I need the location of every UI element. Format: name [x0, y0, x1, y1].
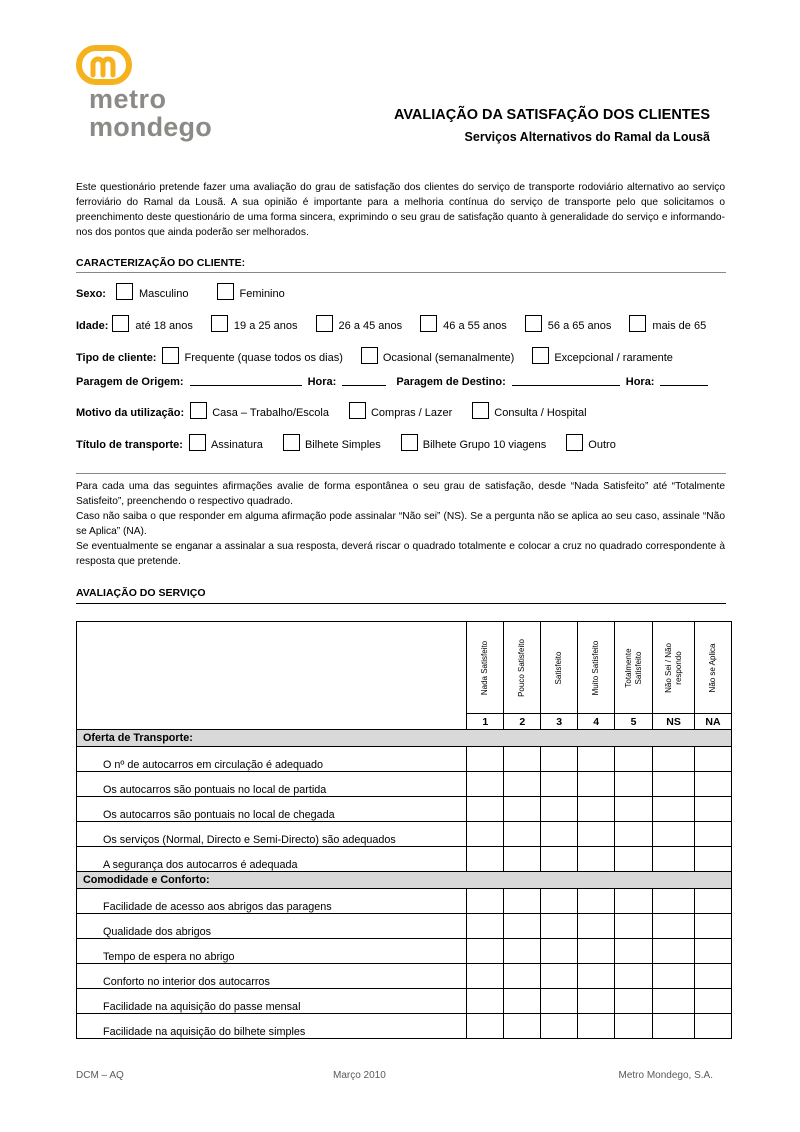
- answer-cell[interactable]: [578, 797, 615, 822]
- sexo-feminino-checkbox[interactable]: [217, 283, 234, 300]
- question-text: Qualidade dos abrigos: [77, 914, 467, 939]
- sexo-row: [76, 283, 291, 300]
- logo-word-mondego: mondego: [89, 112, 212, 142]
- answer-cell[interactable]: [504, 822, 541, 847]
- table-row: [77, 822, 732, 847]
- answer-cell[interactable]: [653, 889, 695, 914]
- idade-checkbox[interactable]: [629, 315, 646, 332]
- column-code: 1: [467, 714, 504, 730]
- table-section-row: [77, 730, 732, 747]
- answer-cell[interactable]: [541, 747, 578, 772]
- idade-checkbox[interactable]: [316, 315, 333, 332]
- paragem-row: [76, 376, 714, 388]
- answer-cell[interactable]: [615, 797, 653, 822]
- answer-cell[interactable]: [467, 964, 504, 989]
- answer-cell[interactable]: [653, 964, 695, 989]
- hora-destino-field[interactable]: [660, 385, 708, 386]
- idade-option: 19 a 25 anos: [233, 320, 298, 332]
- tipo-cliente-checkbox[interactable]: [162, 347, 179, 364]
- question-text: Os autocarros são pontuais no local de chegada: [77, 797, 467, 822]
- column-header-label: Totalmente Satisfeito: [623, 647, 643, 688]
- tipo-cliente-checkbox[interactable]: [361, 347, 378, 364]
- answer-cell[interactable]: [467, 847, 504, 872]
- section-divider: [76, 473, 726, 474]
- column-header: [653, 622, 695, 714]
- answer-cell[interactable]: [541, 847, 578, 872]
- answer-cell[interactable]: [578, 847, 615, 872]
- titulo-transporte-checkbox[interactable]: [189, 434, 206, 451]
- answer-cell[interactable]: [504, 797, 541, 822]
- column-header: [695, 622, 732, 714]
- answer-cell[interactable]: [504, 914, 541, 939]
- column-header: [504, 622, 541, 714]
- question-text: A segurança dos autocarros é adequada: [77, 847, 467, 872]
- answer-cell[interactable]: [467, 939, 504, 964]
- paragem-destino-label: Paragem de Destino:: [396, 376, 506, 388]
- answer-cell[interactable]: [695, 797, 732, 822]
- intro-paragraph: Este questionário pretende fazer uma avaliação do grau de satisfação dos clientes do serviço de transporte rodoviário alternativo ao serviço ferroviário do Ramal da Lousã. A sua opinião é importante para a melhoria contínua do serviço de transporte pelo que solicitamos o preenchimento deste questionário de uma forma sincera, exprimindo o seu grau de satisfação quanto à generalidade do serviço e informando-nos dos pontos que ainda poderão ser melhorados.: [76, 182, 725, 238]
- titulo-transporte-checkbox[interactable]: [401, 434, 418, 451]
- table-section-title: Comodidade e Conforto:: [77, 872, 732, 889]
- answer-cell[interactable]: [504, 772, 541, 797]
- motivo-checkbox[interactable]: [472, 402, 489, 419]
- idade-checkbox[interactable]: [211, 315, 228, 332]
- instruction-paragraph: Para cada uma das seguintes afirmações avalie de forma espontânea o seu grau de satisfação, desde “Nada Satisfeito” até “Totalmente Satisfeito”, preenchendo o respectivo quadrado.: [76, 481, 725, 507]
- answer-cell[interactable]: [653, 989, 695, 1014]
- answer-cell[interactable]: [615, 989, 653, 1014]
- tipo-cliente-label: Tipo de cliente:: [76, 352, 157, 364]
- answer-cell[interactable]: [541, 1014, 578, 1039]
- answer-cell[interactable]: [615, 822, 653, 847]
- table-row: [77, 847, 732, 872]
- table-row: [77, 747, 732, 772]
- paragem-origem-field[interactable]: [190, 385, 302, 386]
- answer-cell[interactable]: [695, 914, 732, 939]
- answer-cell[interactable]: [695, 989, 732, 1014]
- instruction-paragraph: Caso não saiba o que responder em alguma afirmação pode assinalar “Não sei” (NS). Se a pergunta não se aplica ao seu caso, assinale “Não se Aplica” (NA).: [76, 511, 725, 537]
- tipo-cliente-option: Frequente (quase todos os dias): [184, 352, 343, 364]
- answer-cell[interactable]: [653, 939, 695, 964]
- idade-option: até 18 anos: [135, 320, 193, 332]
- table-row: [77, 797, 732, 822]
- evaluation-table: [76, 621, 732, 1039]
- answer-cell[interactable]: [615, 964, 653, 989]
- idade-checkbox[interactable]: [112, 315, 129, 332]
- column-code: 5: [615, 714, 653, 730]
- column-header-label: Não se Aplica: [708, 643, 717, 692]
- answer-cell[interactable]: [695, 1014, 732, 1039]
- column-header: [578, 622, 615, 714]
- answer-cell[interactable]: [504, 847, 541, 872]
- answer-cell[interactable]: [578, 1014, 615, 1039]
- footer-right: Metro Mondego, S.A.: [618, 1070, 713, 1081]
- answer-cell[interactable]: [615, 1014, 653, 1039]
- answer-cell[interactable]: [653, 797, 695, 822]
- answer-cell[interactable]: [541, 989, 578, 1014]
- answer-cell[interactable]: [653, 1014, 695, 1039]
- column-header-label: Pouco Satisfeito: [517, 638, 527, 697]
- answer-cell[interactable]: [653, 772, 695, 797]
- tipo-cliente-option: Ocasional (semanalmente): [382, 352, 515, 364]
- answer-cell[interactable]: [504, 1014, 541, 1039]
- question-text: Os autocarros são pontuais no local de partida: [77, 772, 467, 797]
- answer-cell[interactable]: [578, 772, 615, 797]
- sexo-masculino-checkbox[interactable]: [116, 283, 133, 300]
- page-subtitle: Serviços Alternativos do Ramal da Lousã: [464, 130, 710, 144]
- titulo-transporte-row: [76, 434, 622, 451]
- paragem-origem-label: Paragem de Origem:: [76, 376, 184, 388]
- answer-cell[interactable]: [504, 889, 541, 914]
- answer-cell[interactable]: [578, 889, 615, 914]
- idade-option: 26 a 45 anos: [338, 320, 403, 332]
- answer-cell[interactable]: [541, 889, 578, 914]
- table-row: [77, 964, 732, 989]
- footer-center: Março 2010: [333, 1070, 386, 1081]
- answer-cell[interactable]: [578, 939, 615, 964]
- column-code: 2: [504, 714, 541, 730]
- motivo-option: Consulta / Hospital: [494, 407, 587, 419]
- table-row: [77, 914, 732, 939]
- answer-cell[interactable]: [615, 939, 653, 964]
- answer-cell[interactable]: [504, 964, 541, 989]
- column-header: [467, 622, 504, 714]
- answer-cell[interactable]: [695, 747, 732, 772]
- sexo-option: Feminino: [239, 288, 285, 300]
- answer-cell[interactable]: [467, 889, 504, 914]
- answer-cell[interactable]: [695, 772, 732, 797]
- answer-cell[interactable]: [578, 747, 615, 772]
- answer-cell[interactable]: [578, 989, 615, 1014]
- answer-cell[interactable]: [467, 989, 504, 1014]
- question-text: Conforto no interior dos autocarros: [77, 964, 467, 989]
- answer-cell[interactable]: [504, 747, 541, 772]
- answer-cell[interactable]: [541, 797, 578, 822]
- column-header-label: Satisfeito: [554, 651, 564, 684]
- tipo-cliente-row: [76, 347, 679, 364]
- column-header: [541, 622, 578, 714]
- idade-option: 46 a 55 anos: [443, 320, 507, 332]
- logo-icon: [76, 45, 132, 85]
- client-section-heading: CARACTERIZAÇÃO DO CLIENTE:: [76, 257, 246, 269]
- answer-cell[interactable]: [467, 797, 504, 822]
- logo-word-metro: metro: [89, 84, 167, 114]
- column-header-label: Não Sei / Não respondo: [663, 642, 683, 693]
- idade-option: 56 a 65 anos: [547, 320, 612, 332]
- answer-cell[interactable]: [541, 914, 578, 939]
- titulo-transporte-checkbox[interactable]: [283, 434, 300, 451]
- column-header-label: Nada Satisfeito: [480, 640, 490, 695]
- column-header-label: Muito Satisfeito: [591, 640, 601, 695]
- hora-destino-label: Hora:: [625, 376, 655, 388]
- answer-cell[interactable]: [695, 822, 732, 847]
- titulo-transporte-option: Bilhete Simples: [304, 439, 381, 451]
- tipo-cliente-checkbox[interactable]: [532, 347, 549, 364]
- answer-cell[interactable]: [578, 964, 615, 989]
- footer-left: DCM – AQ: [76, 1070, 124, 1081]
- idade-option: mais de 65: [652, 320, 707, 332]
- answer-cell[interactable]: [615, 847, 653, 872]
- answer-cell[interactable]: [578, 914, 615, 939]
- answer-cell[interactable]: [695, 847, 732, 872]
- idade-label: Idade:: [76, 320, 109, 332]
- hora-origem-field[interactable]: [342, 385, 386, 386]
- table-row: [77, 772, 732, 797]
- answer-cell[interactable]: [467, 772, 504, 797]
- paragem-destino-field[interactable]: [512, 385, 620, 386]
- answer-cell[interactable]: [504, 939, 541, 964]
- column-code: 4: [578, 714, 615, 730]
- table-corner: [77, 622, 467, 730]
- answer-cell[interactable]: [467, 914, 504, 939]
- column-code: 3: [541, 714, 578, 730]
- idade-row: [76, 315, 712, 332]
- instructions: [76, 479, 725, 569]
- table-section-row: [77, 872, 732, 889]
- section-divider: [76, 603, 726, 604]
- titulo-transporte-checkbox[interactable]: [566, 434, 583, 451]
- idade-checkbox[interactable]: [525, 315, 542, 332]
- answer-cell[interactable]: [467, 822, 504, 847]
- column-code: NS: [653, 714, 695, 730]
- motivo-option: Compras / Lazer: [370, 407, 453, 419]
- titulo-transporte-option: Bilhete Grupo 10 viagens: [422, 439, 547, 451]
- table-row: [77, 989, 732, 1014]
- question-text: Facilidade de acesso aos abrigos das paragens: [77, 889, 467, 914]
- answer-cell[interactable]: [653, 747, 695, 772]
- question-text: Os serviços (Normal, Directo e Semi-Directo) são adequados: [77, 822, 467, 847]
- sexo-option: Masculino: [138, 288, 189, 300]
- sexo-label: Sexo:: [76, 288, 106, 300]
- answer-cell[interactable]: [615, 747, 653, 772]
- question-text: Tempo de espera no abrigo: [77, 939, 467, 964]
- answer-cell[interactable]: [653, 822, 695, 847]
- answer-cell[interactable]: [541, 772, 578, 797]
- motivo-checkbox[interactable]: [190, 402, 207, 419]
- titulo-transporte-label: Título de transporte:: [76, 439, 183, 451]
- motivo-checkbox[interactable]: [349, 402, 366, 419]
- question-text: Facilidade na aquisição do passe mensal: [77, 989, 467, 1014]
- answer-cell[interactable]: [467, 747, 504, 772]
- answer-cell[interactable]: [653, 847, 695, 872]
- answer-cell[interactable]: [653, 914, 695, 939]
- page-title: AVALIAÇÃO DA SATISFAÇÃO DOS CLIENTES: [393, 107, 710, 123]
- answer-cell[interactable]: [541, 939, 578, 964]
- answer-cell[interactable]: [541, 822, 578, 847]
- hora-origem-label: Hora:: [307, 376, 337, 388]
- column-header: [615, 622, 653, 714]
- answer-cell[interactable]: [541, 964, 578, 989]
- motivo-option: Casa – Trabalho/Escola: [212, 407, 329, 419]
- question-text: O nº de autocarros em circulação é adequado: [77, 747, 467, 772]
- column-code: NA: [695, 714, 732, 730]
- answer-cell[interactable]: [615, 914, 653, 939]
- table-row: [77, 939, 732, 964]
- answer-cell[interactable]: [615, 889, 653, 914]
- answer-cell[interactable]: [467, 1014, 504, 1039]
- answer-cell[interactable]: [615, 772, 653, 797]
- motivo-row: [76, 402, 593, 419]
- answer-cell[interactable]: [578, 822, 615, 847]
- question-text: Facilidade na aquisição do bilhete simples: [77, 1014, 467, 1039]
- tipo-cliente-option: Excepcional / raramente: [554, 352, 673, 364]
- service-section-heading: AVALIAÇÃO DO SERVIÇO: [76, 587, 206, 599]
- titulo-transporte-option: Outro: [588, 439, 616, 451]
- table-section-title: Oferta de Transporte:: [77, 730, 732, 747]
- idade-checkbox[interactable]: [420, 315, 437, 332]
- table-row: [77, 889, 732, 914]
- table-row: [77, 1014, 732, 1039]
- instruction-paragraph: Se eventualmente se enganar a assinalar a sua resposta, deverá riscar o quadrado totalmente e colocar a cruz no quadrado correspondente à resposta que pretende.: [76, 541, 725, 567]
- titulo-transporte-option: Assinatura: [210, 439, 263, 451]
- motivo-label: Motivo da utilização:: [76, 407, 185, 419]
- answer-cell[interactable]: [695, 889, 732, 914]
- answer-cell[interactable]: [504, 989, 541, 1014]
- answer-cell[interactable]: [695, 939, 732, 964]
- answer-cell[interactable]: [695, 964, 732, 989]
- section-divider: [76, 272, 726, 273]
